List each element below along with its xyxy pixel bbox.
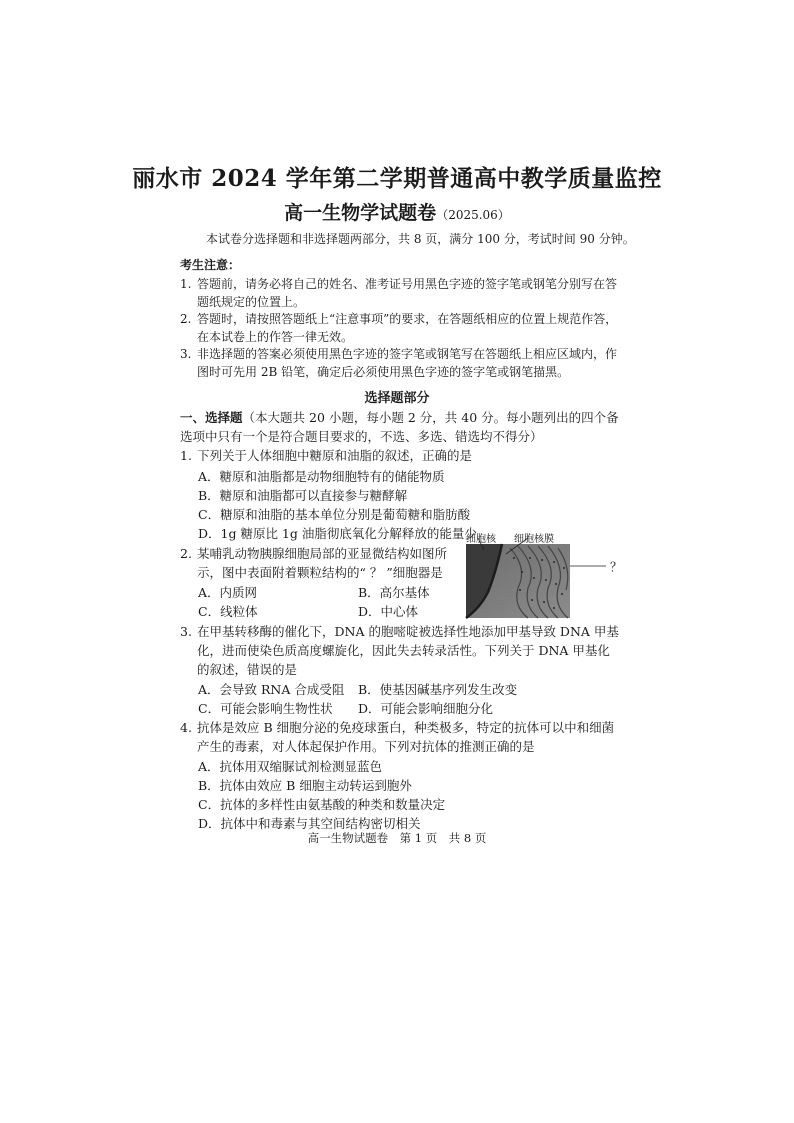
question-3 (180, 622, 620, 679)
note-text: 非选择题的答案必须使用黑色字迹的签字笔或钢笔写在答题纸上相应区域内，作图时可先用 2B 铅笔，确定后必须使用黑色字迹的签字笔或钢笔描黑。 (197, 347, 618, 379)
option-a: A．抗体用双缩脲试剂检测显蓝色 (198, 759, 383, 774)
exam-title: 丽水市 2024 学年第二学期普通高中教学质量监控 (132, 165, 662, 192)
exam-subtitle (0, 198, 794, 225)
question-number: 2. (180, 546, 192, 561)
label-nuclear-envelope: 细胞核膜 (514, 534, 554, 545)
question-number: 3. (180, 624, 192, 639)
subject-name: 高一生物学试题卷 (284, 202, 437, 224)
option-c: C．抗体的多样性由氨基酸的种类和数量决定 (198, 797, 446, 812)
question-4 (180, 718, 620, 756)
question-stem: 下列关于人体细胞中糖原和油脂的叙述，正确的是 (197, 448, 473, 463)
option-b: B．抗体由效应 B 细胞主动转运到胞外 (198, 778, 412, 793)
option-b: B．高尔基体 (358, 585, 430, 600)
notes-title: 考生注意： (180, 258, 241, 272)
page-footer: 高一生物试题卷 第 1 页 共 8 页 (307, 831, 487, 845)
question-stem: 在甲基转移酶的催化下，DNA 的胞嘧啶被选择性地添加甲基导致 DNA 甲基化，进而使染色质高度螺旋化，因此失去转录活性。下列关于 DNA 甲基化的叙述，错误的是 (197, 624, 619, 677)
option-b: B．糖原和油脂都可以直接参与糖酵解 (198, 488, 408, 503)
option-c: C．糖原和油脂的基本单位分别是葡萄糖和脂肪酸 (198, 507, 471, 522)
note-item (180, 310, 620, 346)
part-instructions (180, 408, 620, 446)
option-d: D．可能会影响细胞分化 (358, 701, 494, 716)
note-text: 答题时，请按照答题纸上“注意事项”的要求，在答题纸相应的位置上规范作答，在本试卷上的作答一律无效。 (197, 312, 618, 344)
note-number: 1. (180, 277, 192, 291)
question-stem: 某哺乳动物胰腺细胞局部的亚显微结构如图所示，图中表面附着颗粒结构的“ ？ ”细胞器是 (197, 546, 448, 580)
part-label: 一、选择题 (180, 410, 243, 425)
option-a: A．会导致 RNA 合成受阻 (198, 682, 345, 697)
exam-intro: 本试卷分选择题和非选择题两部分，共 8 页，满分 100 分，考试时间 90 分钟。 (206, 232, 635, 246)
option-c: C．线粒体 (198, 604, 258, 619)
option-d: D．中心体 (358, 604, 419, 619)
question-stem: 抗体是效应 B 细胞分泌的免疫球蛋白，种类极多，特定的抗体可以中和细菌产生的毒素，对人体起保护作用。下列对抗体的推测正确的是 (197, 720, 615, 754)
question-number: 4. (180, 720, 192, 735)
micrograph-figure (458, 528, 623, 624)
option-a: A．糖原和油脂都是动物细胞特有的储能物质 (198, 469, 445, 484)
note-item (180, 345, 620, 381)
section-heading: 选择题部分 (364, 391, 430, 406)
option-a: A．内质网 (198, 585, 258, 600)
part-description: （本大题共 20 小题，每小题 2 分，共 40 分。每小题列出的四个备选项中只有一个是符合题目要求的，不选、多选、错选均不得分） (180, 410, 619, 444)
note-item (180, 275, 620, 311)
question-1 (180, 446, 620, 465)
question-number: 1. (180, 448, 192, 463)
note-text: 答题前，请务必将自己的姓名、准考证号用黑色字迹的签字笔或钢笔分别写在答题纸规定的位置上。 (197, 277, 618, 309)
note-number: 3. (180, 347, 192, 361)
option-d: D．1g 糖原比 1g 油脂彻底氧化分解释放的能量少 (198, 526, 477, 541)
exam-date: （2025.06） (436, 208, 510, 222)
option-c: C．可能会影响生物性状 (198, 701, 333, 716)
option-d: D．抗体中和毒素与其空间结构密切相关 (198, 816, 421, 831)
label-unknown-organelle: ？ (610, 560, 623, 574)
label-nucleus: 细胞核 (466, 534, 496, 545)
note-number: 2. (180, 312, 192, 326)
option-b: B．使基因碱基序列发生改变 (358, 682, 518, 697)
question-2 (180, 544, 448, 582)
